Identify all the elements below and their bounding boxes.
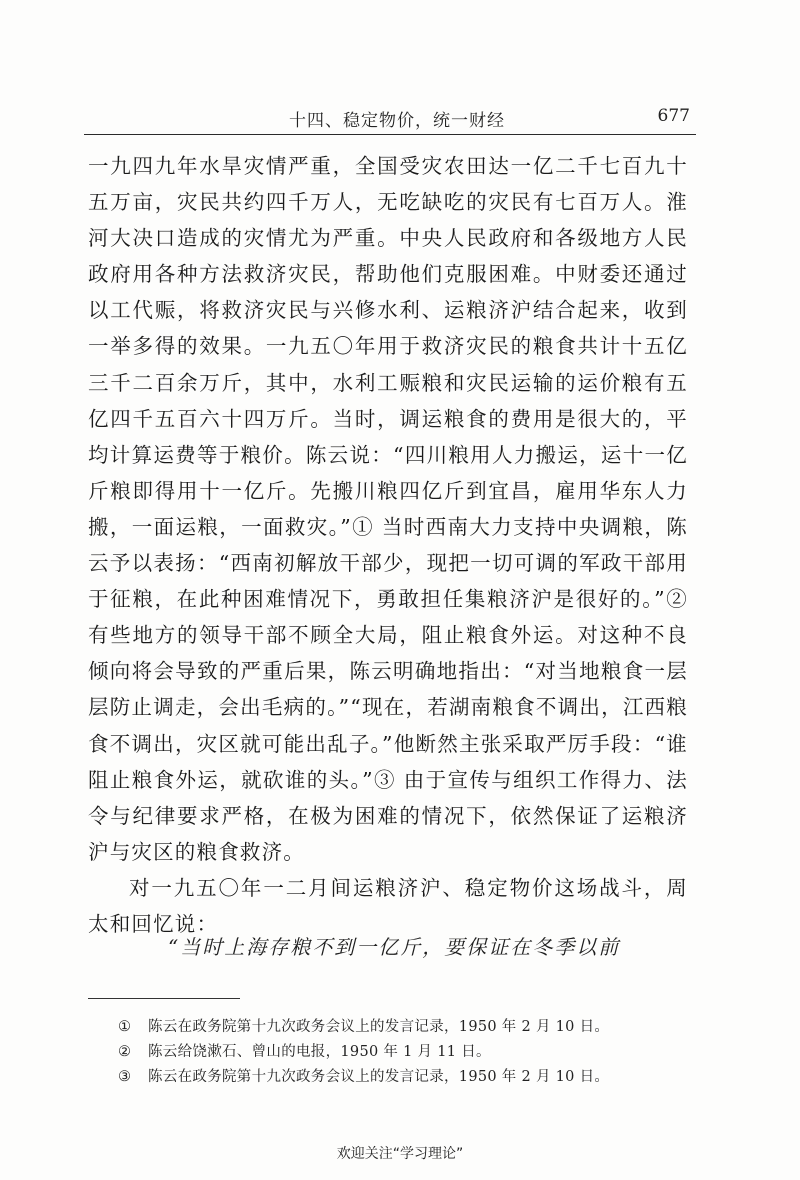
- footnote-text: 陈云在政务院第十九次政务会议上的发言记录，1950 年 2 月 10 日。: [148, 1069, 610, 1085]
- footnote-text: 陈云在政务院第十九次政务会议上的发言记录，1950 年 2 月 10 日。: [148, 1019, 610, 1035]
- footnotes: [118, 1015, 698, 1090]
- body-text: [88, 148, 688, 942]
- footnote-text: 陈云给饶漱石、曾山的电报，1950 年 1 月 11 日。: [148, 1044, 491, 1060]
- footnote-divider: [88, 998, 240, 999]
- footnote-marker: ①: [118, 1019, 132, 1035]
- footnote-2: [118, 1040, 698, 1065]
- footnote-1: [118, 1015, 698, 1040]
- chapter-title: 十四、稳定物价，统一财经: [289, 111, 505, 131]
- running-header: [84, 104, 696, 135]
- footnote-marker: ②: [118, 1044, 132, 1060]
- paragraph-2: 对一九五〇年一二月间运粮济沪、稳定物价这场战斗，周太和回忆说：: [88, 875, 688, 936]
- footnote-marker: ③: [118, 1069, 132, 1085]
- page-number: 677: [657, 106, 690, 126]
- block-quote: “当时上海存粮不到一亿斤，要保证在冬季以前: [168, 935, 621, 959]
- watermark-caption: 欢迎关注“学习理论”: [336, 1146, 464, 1162]
- paragraph-1: 一九四九年水旱灾情严重，全国受灾农田达一亿二千七百九十五万亩，灾民共约四千万人，无吃缺吃的灾民有七百万人。淮河大决口造成的灾情尤为严重。中央人民政府和各级地方人民政府用各种方法救济灾民，帮助他们克服困难。中财委还通过以工代赈，将救济灾民与兴修水利、运粮济沪结合起来，收到一举多得的效果。一九五〇年用于救济灾民的粮食共计十五亿三千二百余万斤，其中，水利工赈粮和灾民运输的运价粮有五亿四千五百六十四万斤。当时，调运粮食的费用是很大的，平均计算运费等于粮价。陈云说：“四川粮用人力搬运，运十一亿斤粮即得用十一亿斤。先搬川粮四亿斤到宜昌，雇用华东人力搬，一面运粮，一面救灾。”① 当时西南大力支持中央调粮，陈云予以表扬：“西南初解放干部少，现把一切可调的军政干部用于征粮，在此种困难情况下，勇敢担任集粮济沪是很好的。”② 有些地方的领导干部不顾全大局，阻止粮食外运。对这种不良倾向将会导致的严重后果，陈云明确地指出：“对当地粮食一层层防止调走，会出毛病的。”“现在，若湖南粮食不调出，江西粮食不调出，灾区就可能出乱子。”他断然主张采取严厉手段：“谁阻止粮食外运，就砍谁的头。”③ 由于宣传与组织工作得力、法令与纪律要求严格，在极为困难的情况下，依然保证了运粮济沪与灾区的粮食救济。: [88, 154, 688, 864]
- footnote-3: [118, 1065, 698, 1090]
